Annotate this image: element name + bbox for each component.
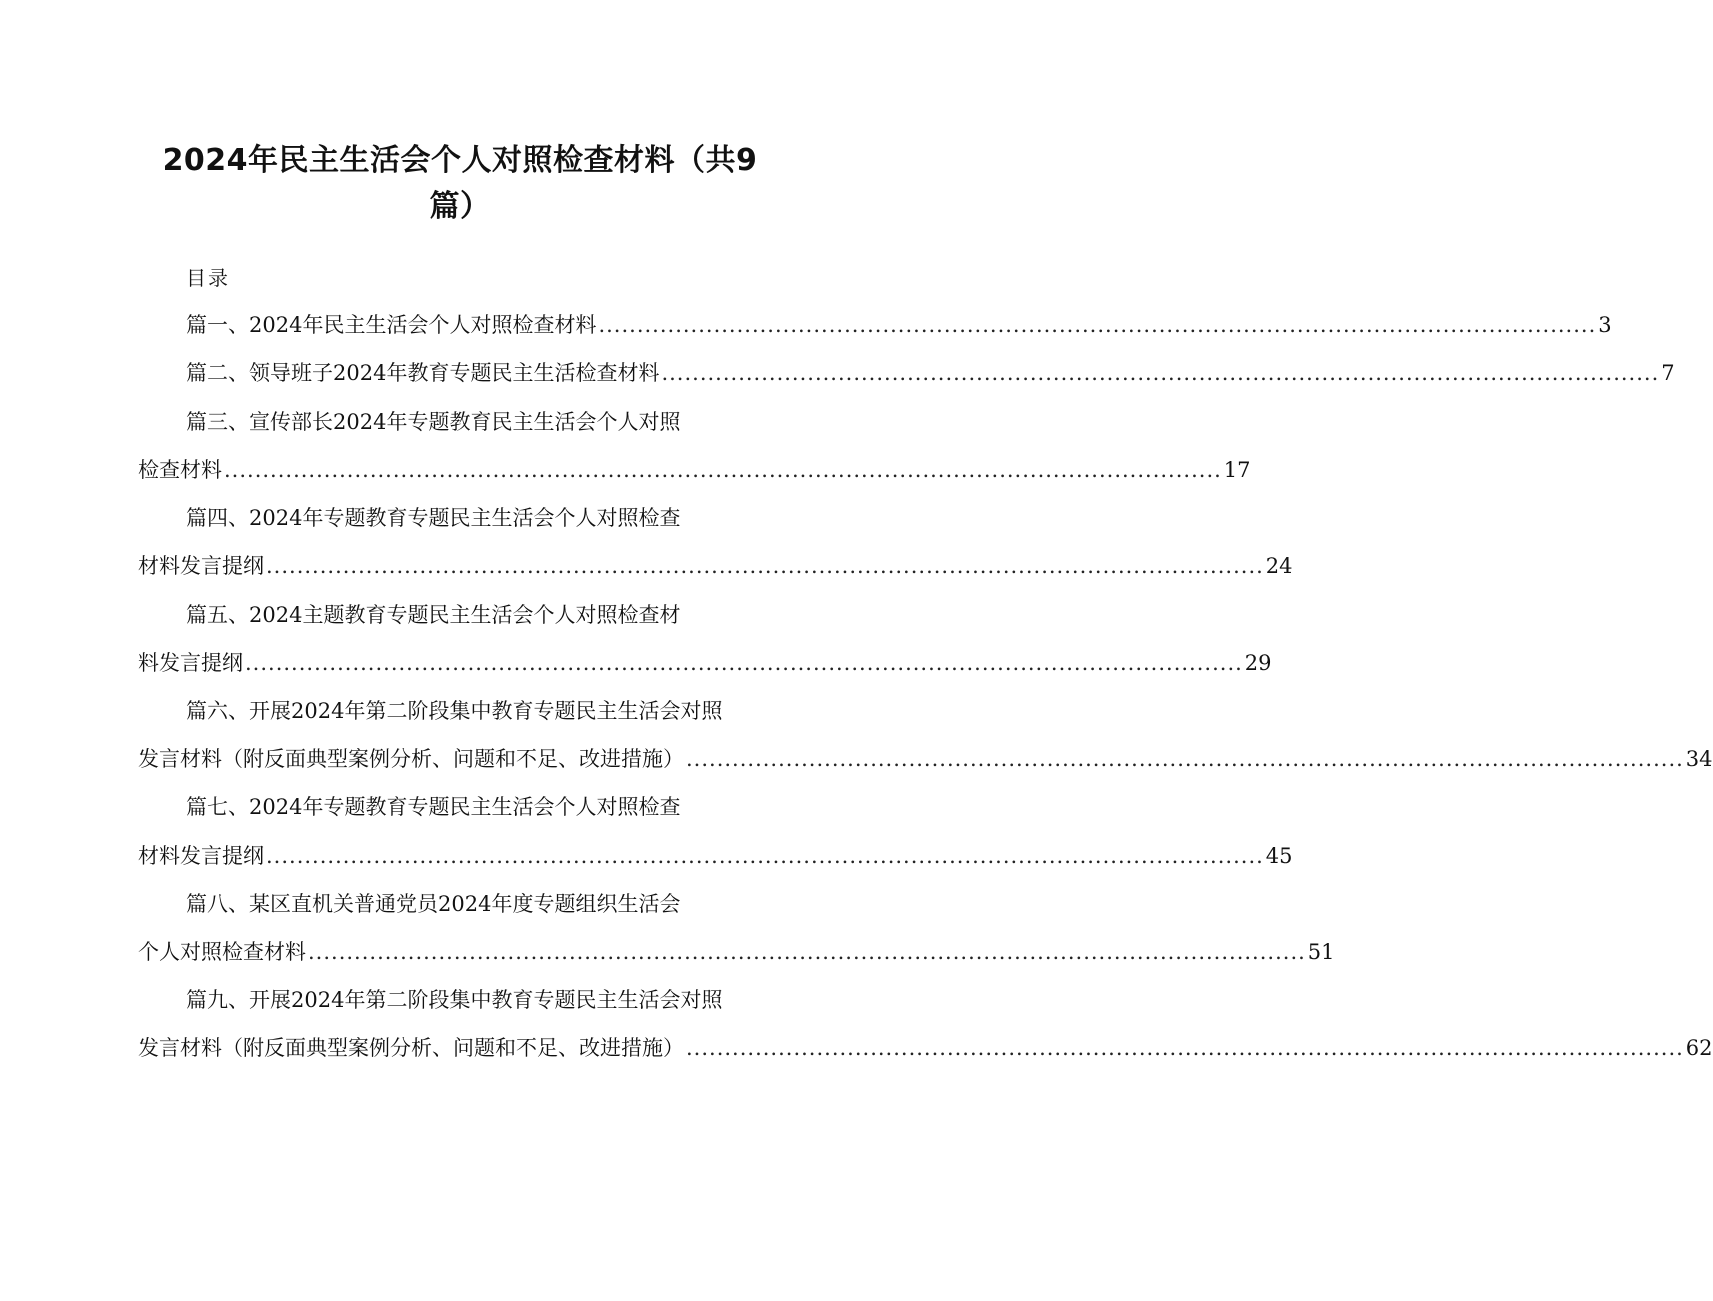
toc-entry-page: 34 xyxy=(1685,747,1713,771)
toc-entry-1[interactable] xyxy=(186,308,1612,342)
toc-entry-4[interactable] xyxy=(186,501,778,535)
toc-entry-title: 篇九、开展2024年第二阶段集中教育专题民主生活会对照 xyxy=(186,988,723,1012)
toc-entry-title: 篇一、2024年民主生活会个人对照检查材料 xyxy=(186,313,597,337)
toc-entry-page: 24 xyxy=(1265,554,1293,578)
toc-heading: 目录 xyxy=(186,266,230,290)
toc-leader-dots: .................................................................................................................................. xyxy=(686,747,1684,771)
toc-entry-5-continued[interactable] xyxy=(138,646,1272,680)
toc-entry-title-cont: 检查材料 xyxy=(138,458,222,482)
toc-entry-title-cont: 材料发言提纲 xyxy=(138,554,264,578)
toc-entry-9[interactable] xyxy=(186,983,778,1017)
toc-entry-title: 篇四、2024年专题教育专题民主生活会个人对照检查 xyxy=(186,506,681,530)
title-line-2: 篇） xyxy=(429,189,491,224)
toc-entry-title: 篇八、某区直机关普通党员2024年度专题组织生活会 xyxy=(186,892,681,916)
toc-entry-8-continued[interactable] xyxy=(138,935,1335,969)
toc-entry-title-cont: 发言材料（附反面典型案例分析、问题和不足、改进措施） xyxy=(138,747,684,771)
toc-entry-page: 62 xyxy=(1685,1036,1713,1060)
toc-entry-title-cont: 材料发言提纲 xyxy=(138,844,264,868)
toc-leader-dots: .................................................................................................................................. xyxy=(266,844,1264,868)
toc-leader-dots: .................................................................................................................................. xyxy=(266,554,1264,578)
title-line-1: 2024年民主生活会个人对照检查材料（共9 xyxy=(162,143,758,178)
document-title xyxy=(120,138,800,230)
toc-entry-title: 篇二、领导班子2024年教育专题民主生活检查材料 xyxy=(186,361,660,385)
toc-entry-8[interactable] xyxy=(186,887,778,921)
toc-leader-dots: .................................................................................................................................. xyxy=(245,651,1243,675)
toc-leader-dots: .................................................................................................................................. xyxy=(224,458,1222,482)
toc-entry-title-cont: 个人对照检查材料 xyxy=(138,940,306,964)
toc-entry-page: 7 xyxy=(1661,361,1675,385)
toc-entry-title-cont: 料发言提纲 xyxy=(138,651,243,675)
toc-entry-7[interactable] xyxy=(186,790,778,824)
toc-leader-dots: .................................................................................................................................. xyxy=(686,1036,1684,1060)
toc-entry-page: 51 xyxy=(1307,940,1335,964)
toc-entry-title: 篇七、2024年专题教育专题民主生活会个人对照检查 xyxy=(186,795,681,819)
toc-entry-title-cont: 发言材料（附反面典型案例分析、问题和不足、改进措施） xyxy=(138,1036,684,1060)
toc-leader-dots: .................................................................................................................................. xyxy=(598,313,1597,337)
toc-entry-6[interactable] xyxy=(186,694,778,728)
toc-entry-page: 17 xyxy=(1223,458,1251,482)
toc-leader-dots: .................................................................................................................................. xyxy=(308,940,1306,964)
toc-entry-9-continued[interactable] xyxy=(138,1031,1713,1065)
toc-entry-page: 3 xyxy=(1598,313,1612,337)
toc-entry-5[interactable] xyxy=(186,598,778,632)
toc-entry-title: 篇三、宣传部长2024年专题教育民主生活会个人对照 xyxy=(186,410,681,434)
toc-entry-2[interactable] xyxy=(186,356,1675,390)
toc-entry-3[interactable] xyxy=(186,405,778,439)
toc-entry-7-continued[interactable] xyxy=(138,839,1293,873)
toc-entry-page: 45 xyxy=(1265,844,1293,868)
toc-entry-6-continued[interactable] xyxy=(138,742,1713,776)
toc-entry-title: 篇六、开展2024年第二阶段集中教育专题民主生活会对照 xyxy=(186,699,723,723)
toc-entry-title: 篇五、2024主题教育专题民主生活会个人对照检查材 xyxy=(186,603,681,627)
toc-entry-page: 29 xyxy=(1244,651,1272,675)
toc-entry-4-continued[interactable] xyxy=(138,549,1293,583)
toc-leader-dots: .................................................................................................................................. xyxy=(661,361,1660,385)
toc-entry-3-continued[interactable] xyxy=(138,453,1251,487)
